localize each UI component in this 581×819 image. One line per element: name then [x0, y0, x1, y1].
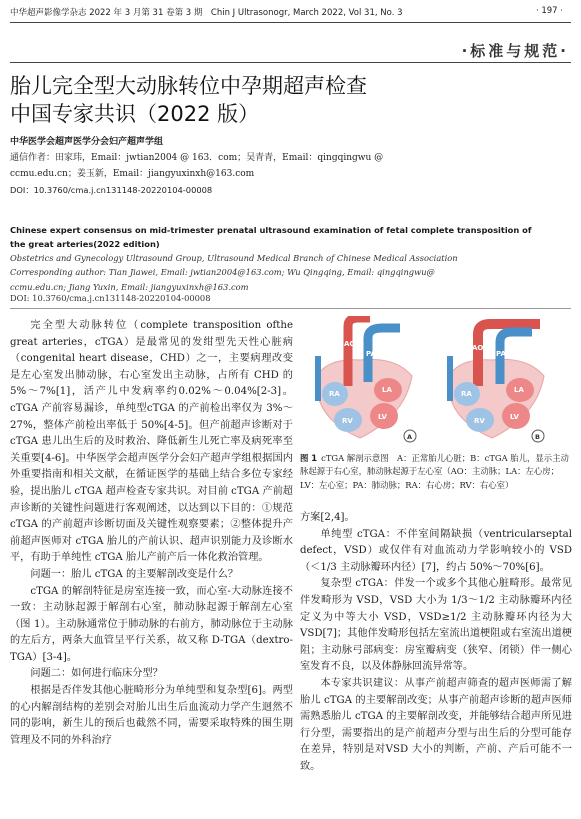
panel-b-tag: B: [535, 433, 540, 441]
running-header: [10, 6, 571, 18]
left-column: [10, 318, 293, 749]
english-aff-2: Corresponding author: Tian Jiawei, Email: jwtian2004@163.com; Wu Qingqing, Email: qingqingwu@: [10, 267, 435, 278]
english-aff-1: Obstetrics and Gynecology Ultrasound Group, Ultrasound Medical Branch of Chinese Medical Association: [10, 253, 458, 263]
caption-text: cTGA 解剖示意图 A：正常胎儿心脏；B：cTGA 胎儿，显示主动脉起源于右心室，肺动脉起源于左心室（AO：主动脉；LA：左心房；LV：左心室；PA：肺动脉；RA：右心房；RV：右心室）: [300, 453, 569, 490]
doi: DOI：10.3760/cma.j.cn131148-20220104-00008: [10, 185, 213, 195]
english-aff-3: ccmu.edu.cn; Jiang Yuxin, Email: jiangyuxinxh@163.com: [10, 281, 249, 292]
paragraph-recommendation: 本专家共识建议：从事产前超声筛查的超声医师需了解胎儿 cTGA 的主要解剖改变；从事产前超声诊断的超声医师需熟悉胎儿 cTGA 的主要解剖改变，并能够结合超声所见进行分型，需要指出的是产前超声分型与出生后的分型可能存在差异，特别是对VSD 大小的判断，产前、产后可能不一致。: [300, 677, 572, 772]
paragraph-continuation: 方案[2,4]。: [300, 512, 355, 523]
paragraph-intro: 完全型大动脉转位（complete transposition ofthe great arteries，cTGA）是最常见的发绀型先天性心脏病（congenital heart disease，CHD）之一，主要病理改变是左心室发出肺动脉，右心室发出主动脉，占所有 CHD 的 5%～7%[1]，活产儿中发病率约0.02%～0.04%[2-3]。cTGA 产前容易漏诊，单纯型cTGA 的产前检出率仅为 3%～27%，整体产前检出率低于 50%[4-5]。但产前超声诊断对于 cTGA 患儿出生后的及时救治、降低新生儿死亡率及病死率至关重要[4-6]。中华医学会超声医学分会妇产超声学组根据国内外重要指南和相关文献，在循证医学的基础上结合多位专家经验，提出胎儿 cTGA 超声检查专家共识。对目前 cTGA 产前超声诊断的关键性问题进行客观阐述，以达到以下目的：①规范 cTGA 的产前超声诊断切面及关键性观察要素；②整体提升产前超声医师对 cTGA 胎儿的产前认识、超声识别能力及诊断水平，有助于单纯性 cTGA 胎儿产前产后一体化救治管理。: [10, 320, 293, 564]
figure-caption: [300, 452, 572, 492]
paragraph-anatomy: cTGA 的解剖特征是房室连接一致，而心室-大动脉连接不一致：主动脉起源于解剖右心室，肺动脉起源于解剖左心室（图 1）。主动脉通常位于肺动脉的右前方，肺动脉位于主动脉的左后方，两条大血管呈平行关系，故又称 D-TGA（dextro-TGA）[3-4]。: [10, 585, 293, 663]
label-ao-a: AO: [344, 340, 356, 348]
author-block: [10, 134, 570, 198]
label-rv-b: RV: [474, 417, 485, 425]
label-ao-b: AO: [472, 344, 484, 352]
paragraph-complex-type: 复杂型 cTGA：伴发一个或多个其他心脏畸形。最常见伴发畸形为 VSD，VSD 大小为 1/3～1/2 主动脉瓣环内径定义为中等大小 VSD，VSD≥1/2 主动脉瓣环内径为大 VSD[7]；其他伴发畸形包括左室流出道梗阻或右室流出道梗阻；主动脉弓部病变：房室瓣病变（狭窄、闭锁）伴一侧心室发育不良，以及体静脉回流异常等。: [300, 578, 572, 673]
label-la-a: LA: [382, 386, 392, 394]
section-banner: ·标准与规范·: [461, 42, 569, 60]
question-1: 问题一：胎儿 cTGA 的主要解剖改变是什么？: [30, 568, 239, 580]
header-journal: 中华超声影像学杂志 2022 年 3 月第 31 卷第 3 期 Chin J Ultrasonogr, March 2022, Vol 31, No. 3: [10, 8, 403, 18]
title-line-2: 中国专家共识（2022 版）: [10, 102, 260, 126]
banner-rule: [10, 62, 571, 63]
figure-1: [300, 316, 572, 446]
page-number: · 197 ·: [535, 6, 563, 16]
label-lv-a: LV: [378, 413, 387, 421]
caption-label: 图 1: [300, 453, 318, 463]
panel-a-tag: A: [407, 433, 413, 441]
heart-diagram: [300, 316, 572, 446]
label-pa-a: PA: [366, 350, 376, 358]
label-ra-a: RA: [329, 390, 340, 398]
english-title-line-2: the great arteries(2022 edition): [10, 239, 160, 249]
article-title: [10, 72, 367, 128]
question-2: 问题二：如何进行临床分型？: [30, 668, 163, 680]
english-doi: DOI: 10.3760/cma.j.cn131148-20220104-00008: [10, 293, 211, 303]
label-pa-b: PA: [496, 350, 506, 358]
paragraph-classification: 根据是否伴发其他心脏畸形分为单纯型和复杂型[6]。两型的心内解剖结构的差别会对胎儿出生后血流动力学产生迥然不同的影响，新生儿的预后也截然不同，需要采取特殊的围生期管理及不同的外科治疗: [10, 685, 293, 746]
label-rv-a: RV: [342, 417, 353, 425]
panel-a: [317, 318, 416, 442]
label-la-b: LA: [514, 386, 524, 394]
english-title: [10, 223, 570, 251]
abstract-rule: [10, 308, 571, 309]
label-lv-b: LV: [510, 413, 519, 421]
english-title-line-1: Chinese expert consensus on mid-trimester prenatal ultrasound examination of fetal complete transposition of: [10, 225, 532, 235]
contact-line-2: ccmu.edu.cn；姜玉新，Email：jiangyuxinxh@163.com: [10, 169, 255, 179]
author-org: 中华医学会超声医学分会妇产超声学组: [10, 137, 164, 147]
header-rule: [10, 22, 571, 23]
label-ra-b: RA: [461, 390, 472, 398]
contact-line-1: 通信作者：田家玮，Email：jwtian2004 @ 163．com；吴青青，Email：qingqingwu @: [10, 153, 384, 163]
paragraph-simple-type: 单纯型 cTGA：不伴室间隔缺损（ventricularseptal defect，VSD）或仅伴有对血流动力学影响较小的 VSD（＜1/3 主动脉瓣环内径）[7]，约占 50%～70%[6]。: [300, 528, 572, 573]
right-column: [300, 510, 572, 776]
title-line-1: 胎儿完全型大动脉转位中孕期超声检查: [10, 74, 367, 98]
english-affiliation: [10, 251, 570, 294]
panel-b: [449, 324, 544, 442]
